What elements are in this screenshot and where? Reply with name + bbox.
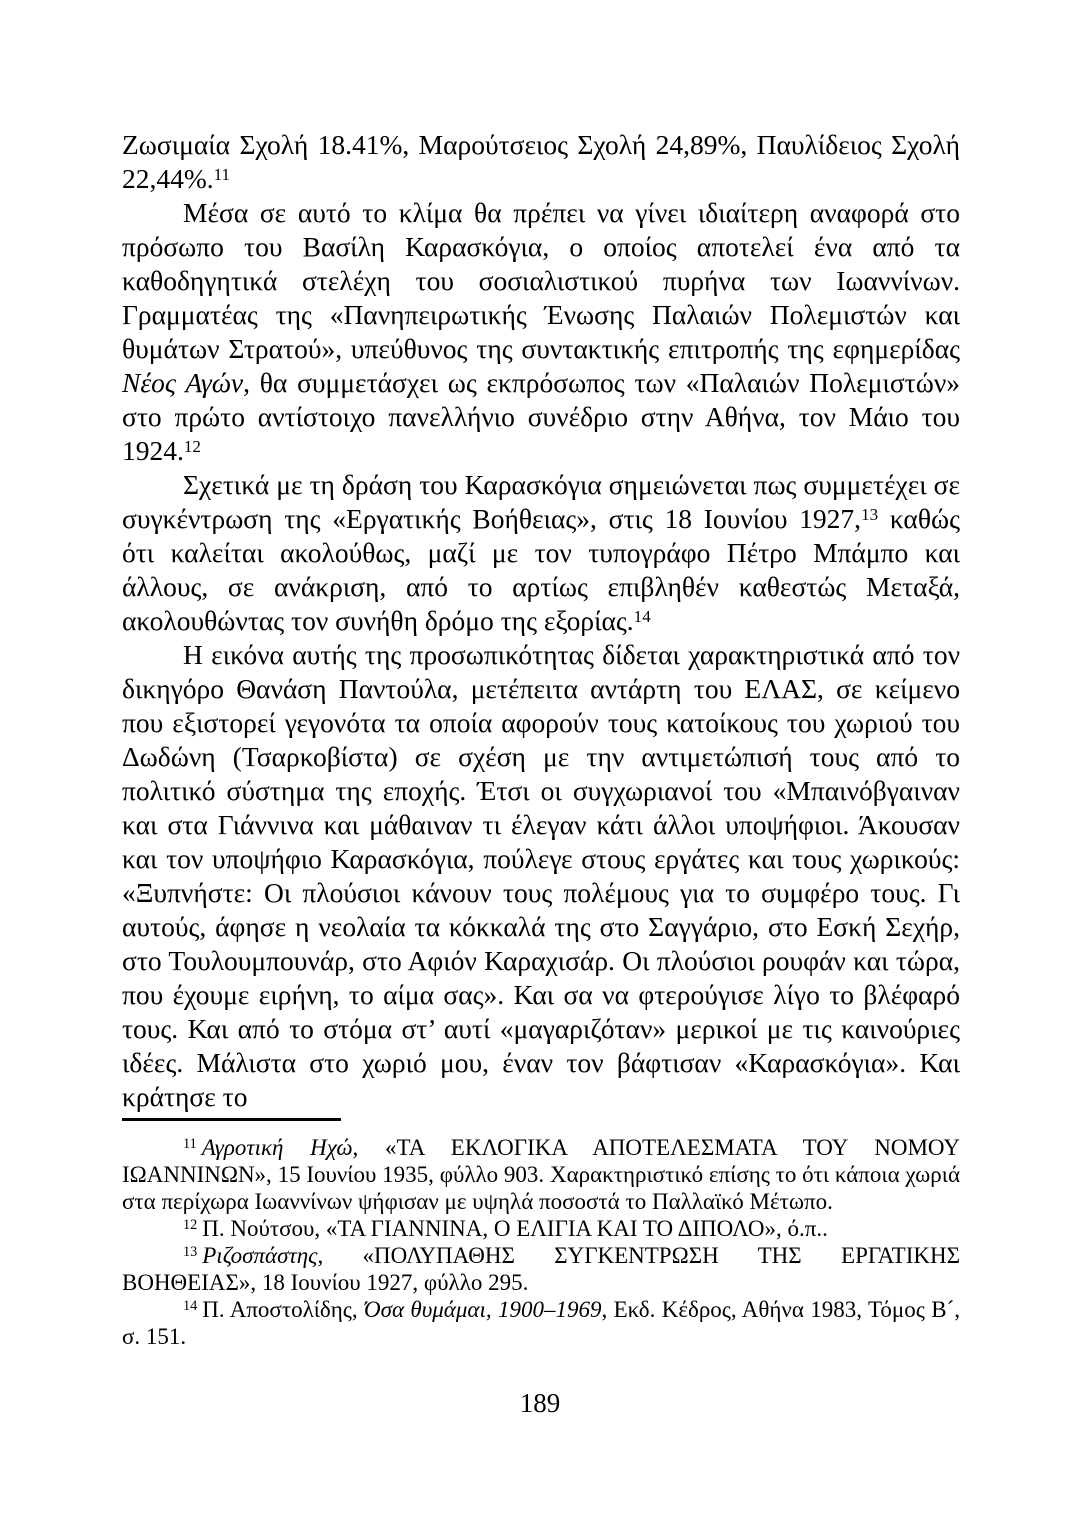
footnote-ref-11: 11 bbox=[213, 164, 231, 184]
footnote-13 bbox=[122, 1242, 960, 1296]
page-number: 189 bbox=[519, 1388, 561, 1418]
text-run: Μέσα σε αυτό το κλίμα θα πρέπει να γίνει ιδιαίτερη αναφορά στο πρόσωπο του Βασίλη Καρασκόγια, ο οποίος αποτελεί ένα από τα καθοδηγητικά στελέχη του σοσιαλιστικού πυρήνα των Ιωαννίνων. Γραμματέας της «Πανηπειρωτικής Ένωσης Παλαιών Πολεμιστών και θυμάτων Στρατού», υπεύθυνος της συντακτικής επιτροπής της εφημερίδας bbox=[122, 197, 960, 364]
footnote-ref-13: 13 bbox=[861, 504, 879, 524]
newspaper-title: Ριζοσπάστης bbox=[202, 1243, 318, 1268]
text-run: Σχετικά με τη δράση του Καρασκόγια σημειώνεται πως συμμετέχει σε συγκέντρωση της «Εργατικής Βοήθειας», στις 18 Ιουνίου 1927, bbox=[122, 469, 960, 534]
paragraph-1 bbox=[122, 128, 960, 196]
footnotes bbox=[122, 1134, 960, 1350]
text-run: Ζωσιμαία Σχολή 18.41%, Μαρούτσειος Σχολή 24,89%, Παυλίδειος Σχολή 22,44%. bbox=[122, 129, 960, 194]
newspaper-title: Νέος Αγών bbox=[122, 367, 244, 398]
newspaper-title: Αγροτική Ηχώ bbox=[201, 1135, 353, 1160]
text-run: , Εκδ. Κέδρος, Αθήνα 1983, Τόμος Β´, σ. 151. bbox=[122, 1297, 960, 1349]
footnote-marker-11: 11 bbox=[183, 1136, 197, 1153]
text-run: , «ΤΑ ΕΚΛΟΓΙΚΑ ΑΠΟΤΕΛΕΣΜΑΤΑ ΤΟΥ ΝΟΜΟΥ ΙΩΑΝΝΙΝΩΝ», 15 Ιουνίου 1935, φύλλο 903. Χαρακτηριστικό επίσης το ότι κάποια χωριά στα περίχωρα Ιωαννίνων ψήφισαν με υψηλά ποσοστά το Παλλαϊκό Μέτωπο. bbox=[122, 1135, 961, 1214]
footnote-separator-rule bbox=[122, 1118, 341, 1121]
footnote-marker-12: 12 bbox=[183, 1217, 198, 1234]
footnote-ref-14: 14 bbox=[633, 606, 651, 626]
footnote-14 bbox=[122, 1296, 960, 1350]
text-run: καθώς ότι καλείται ακολούθως, μαζί με τον τυπογράφο Πέτρο Μπάμπο και άλλους, σε ανάκριση, από το αρτίως επιβληθέν καθεστώς Μεταξά, ακολουθώντας τον συνήθη δρόμο της εξορίας. bbox=[122, 503, 960, 636]
body-text bbox=[122, 128, 960, 1114]
paragraph-3 bbox=[122, 468, 960, 638]
text-run: Π. Αποστολίδης, bbox=[202, 1297, 365, 1322]
paragraph-2 bbox=[122, 196, 960, 468]
footnote-12 bbox=[122, 1215, 960, 1242]
text-run: , «ΠΟΛΥΠΑΘΗΣ ΣΥΓΚΕΝΤΡΩΣΗ ΤΗΣ ΕΡΓΑΤΙΚΗΣ ΒΟΗΘΕΙΑΣ», 18 Ιουνίου 1927, φύλλο 295. bbox=[122, 1243, 960, 1295]
text-run: Η εικόνα αυτής της προσωπικότητας δίδεται χαρακτηριστικά από τον δικηγόρο Θανάση Παντούλα, μετέπειτα αντάρτη του ΕΛΑΣ, σε κείμενο που εξιστορεί γεγονότα τα οποία αφορούν τους κατοίκους του χωριού του Δωδώνη (Τσαρκοβίστα) σε σχέση με την αντιμετώπισή τους από το πολιτικό σύστημα της εποχής. Έτσι οι συγχωριανοί του «Μπαινόβγαιναν και στα Γιάννινα και μάθαιναν τι έλεγαν κάτι άλλοι υποψήφιοι. Άκουσαν και τον υποψήφιο Καρασκόγια, πούλεγε στους εργάτες και τους χωρικούς: «Ξυπνήστε: Οι πλούσιοι κάνουν τους πολέμους για το συμφέρο τους. Γι αυτούς, άφησε η νεολαία τα κόκκαλά της στο Σαγγάριο, στο Εσκή Σεχήρ, στο Τουλουμπουνάρ, στο Αφιόν Καραχισάρ. Οι πλούσιοι ρουφάν και τώρα, που έχουμε ειρήνη, το αίμα σας». Και σα να φτερούγισε λίγο το βλέφαρό τους. Και από το στόμα στ’ αυτί «μαγαριζόταν» μερικοί με τις καινούριες ιδέες. Μάλιστα στο χωριό μου, έναν τον βάφτισαν «Καρασκόγια». Και κράτησε το bbox=[122, 639, 960, 1112]
text-run: Π. Νούτσου, «ΤΑ ΓΙΑΝΝΙΝΑ, Ο ΕΛΙΓΙΑ ΚΑΙ ΤΟ ΔΙΠΟΛΟ», ό.π.. bbox=[202, 1216, 828, 1241]
book-title: Όσα θυμάμαι, 1900–1969 bbox=[364, 1297, 602, 1322]
footnote-11 bbox=[122, 1134, 960, 1215]
footnote-ref-12: 12 bbox=[183, 436, 201, 456]
footnote-marker-13: 13 bbox=[183, 1244, 198, 1261]
paragraph-4 bbox=[122, 638, 960, 1114]
text-run: , θα συμμετάσχει ως εκπρόσωπος των «Παλαιών Πολεμιστών» στο πρώτο αντίστοιχο πανελλήνιο συνέδριο στην Αθήνα, τον Μάιο του 1924. bbox=[122, 367, 961, 466]
footnote-marker-14: 14 bbox=[183, 1298, 198, 1315]
